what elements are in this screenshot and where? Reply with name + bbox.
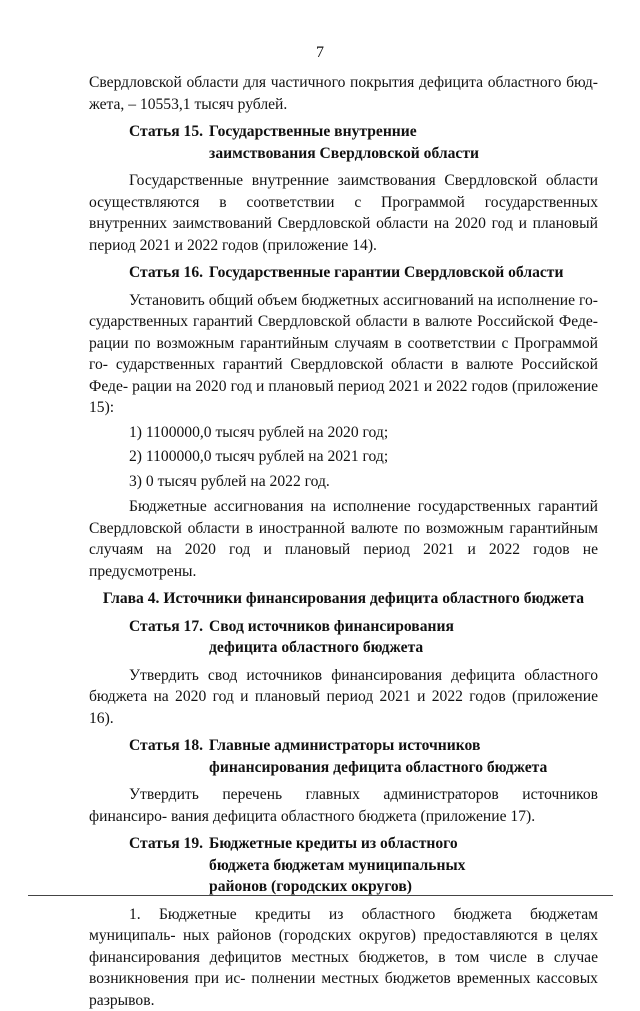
article-title-line: заимствования Свердловской области [209, 143, 479, 165]
article-16-paragraph [89, 290, 598, 419]
continuation-paragraph [89, 72, 598, 115]
list-item: 2) 1100000,0 тысяч рублей на 2021 год; [89, 446, 598, 468]
article-15-paragraph [89, 170, 598, 256]
article-title-line: бюджета бюджетам муниципальных [209, 855, 465, 877]
text-line: вания дефицита областного бюджета (приложение 17). [171, 808, 535, 825]
article-label: Статья 16. [129, 262, 209, 284]
text-line: ных районов (городских округов) предоставляются в целях финансирования [89, 927, 598, 966]
list-item: 3) 0 тысяч рублей на 2022 год. [89, 471, 598, 493]
text-line: Установить общий объем бюджетных ассигнований на исполнение го- [129, 292, 598, 309]
text-line: Утвердить перечень главных администраторов источников финансиро- [89, 786, 598, 825]
article-title-line: Бюджетные кредиты из областного [209, 833, 465, 855]
article-label: Статья 15. [129, 121, 209, 164]
article-16-heading [129, 262, 598, 284]
chapter-4-heading: Глава 4. Источники финансирования дефицита областного бюджета [89, 588, 598, 610]
page-number: 7 [0, 42, 640, 64]
text-line: сударственных гарантий Свердловской области в валюте Российской Феде- [89, 356, 598, 395]
article-18-paragraph [89, 784, 598, 827]
article-title-line: Главные администраторы источников [209, 735, 547, 757]
page-bottom-rule [28, 895, 613, 896]
article-title-line: Государственные внутренние [209, 121, 479, 143]
article-17-heading [129, 616, 598, 659]
article-title-line: Государственные гарантии Свердловской области [209, 262, 563, 284]
text-line: сударственных гарантий Свердловской области в валюте Российской Феде- [89, 313, 598, 330]
article-19-heading [129, 833, 598, 898]
article-title-line: районов (городских округов) [209, 876, 465, 898]
article-19-paragraph [89, 904, 598, 1011]
text-line: осуществляются в соответствии с Программой государственных внутренних [89, 194, 598, 233]
document-body [89, 72, 598, 1011]
text-line: 2022 годов (приложение 14). [187, 237, 377, 254]
text-line: рации по возможным гарантийным случаям в соответствии с Программой го- [89, 335, 598, 374]
text-line: 1. Бюджетные кредиты из областного бюджета бюджетам муниципаль- [89, 906, 598, 945]
article-label: Статья 19. [129, 833, 209, 898]
text-line: заимствований Свердловской области на 2020 год и плановый период 2021 и [89, 215, 598, 254]
article-17-paragraph [89, 665, 598, 730]
text-line: случаям на 2020 год и плановый период 2021 и 2022 годов не предусмотрены. [89, 541, 598, 580]
text-line: жета, – 10553,1 тысяч рублей. [89, 96, 287, 113]
text-line: рации на 2020 год и плановый период 2021 и 2022 годов (приложение 15): [89, 378, 598, 417]
text-line: полнении местных бюджетов временных кассовых разрывов. [89, 970, 598, 1009]
article-15-heading [129, 121, 598, 164]
text-line: Свердловской области в иностранной валюте по возможным гарантийным [89, 520, 598, 537]
text-line: Государственные внутренние заимствования Свердловской области [129, 172, 598, 189]
text-line: дефицитов местных бюджетов, в том числе в случае возникновения при ис- [89, 949, 598, 988]
text-line: бюджета на 2020 год и плановый период 2021 и 2022 годов (приложение 16). [89, 688, 598, 727]
text-line: Бюджетные ассигнования на исполнение государственных гарантий [129, 498, 598, 515]
article-title-line: дефицита областного бюджета [209, 637, 454, 659]
article-label: Статья 17. [129, 616, 209, 659]
text-line: Утвердить свод источников финансирования дефицита областного [129, 667, 598, 684]
article-label: Статья 18. [129, 735, 209, 778]
article-16-paragraph-2 [89, 496, 598, 582]
text-line: Свердловской области для частичного покрытия дефицита областного бюд- [89, 74, 598, 91]
article-title-line: Свод источников финансирования [209, 616, 454, 638]
article-title-line: финансирования дефицита областного бюджета [209, 757, 547, 779]
article-18-heading [129, 735, 598, 778]
list-item: 1) 1100000,0 тысяч рублей на 2020 год; [89, 422, 598, 444]
